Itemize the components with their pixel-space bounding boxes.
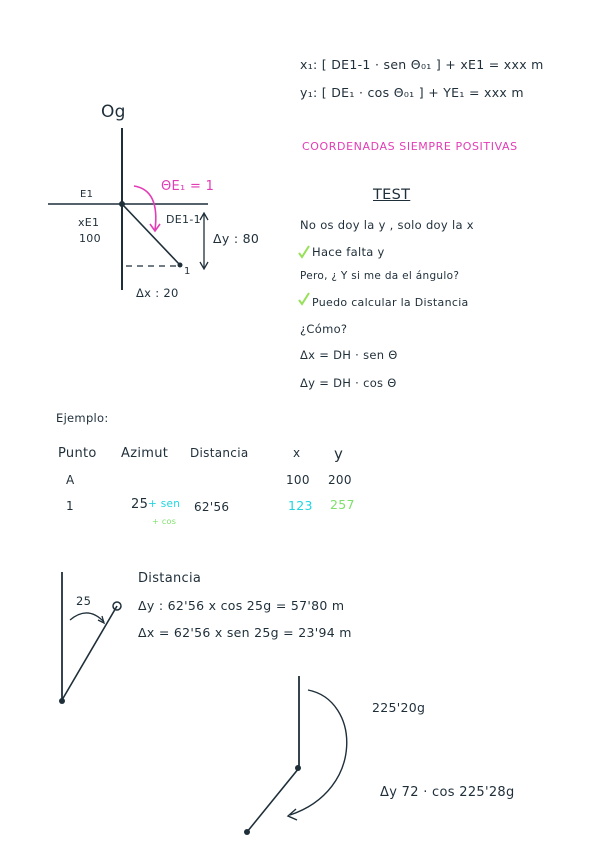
point-1: [178, 263, 183, 268]
table-cell: 25: [131, 497, 149, 512]
end-point-3: [244, 829, 250, 835]
table-cell: 1: [66, 499, 74, 513]
dy-equation: Δy : 62'56 x cos 25g = 57'80 m: [138, 598, 345, 613]
dx-equation: Δx = 62'56 x sen 25g = 23'94 m: [138, 625, 352, 640]
example-heading: Ejemplo:: [56, 411, 109, 425]
azimuth-value: 225'20g: [372, 700, 426, 715]
angle-25-label: 25: [76, 594, 92, 608]
dy-label: Δy : 80: [213, 231, 260, 246]
check-icon: [299, 246, 309, 257]
test-line: Puedo calcular la Distancia: [312, 296, 469, 309]
test-line: ¿Cómo?: [300, 322, 348, 336]
test-line: Δx = DH · sen Θ: [300, 348, 398, 362]
check-icon: [299, 293, 309, 304]
x-value: 100: [79, 232, 101, 245]
formula-y1: y₁: [ DE₁ · cos Θ₀₁ ] + YE₁ = xxx m: [300, 85, 524, 100]
sen-note: + sen: [148, 498, 181, 510]
column-header: Azimut: [121, 446, 169, 461]
distance-title: Distancia: [138, 571, 202, 586]
table-cell: 100: [286, 473, 310, 487]
column-header: y: [334, 445, 344, 463]
cos-note: + cos: [152, 517, 177, 526]
column-header: Distancia: [190, 446, 249, 460]
column-header: Punto: [58, 446, 97, 461]
test-line: Pero, ¿ Y si me da el ángulo?: [300, 270, 460, 282]
dx-label: Δx : 20: [136, 286, 179, 300]
x-label: xE1: [78, 216, 100, 229]
start-point-2: [59, 698, 65, 704]
table-cell: A: [66, 473, 75, 487]
test-title: TEST: [373, 187, 411, 203]
axis-label-og: Og: [101, 102, 126, 122]
station-point-3: [295, 765, 301, 771]
test-line: Hace falta y: [312, 245, 385, 259]
point-label: 1: [184, 266, 191, 277]
dy-equation-3: Δy 72 · cos 225'28g: [380, 785, 515, 800]
distance-label: DE1-1: [166, 213, 201, 226]
test-line: No os doy la y , solo doy la x: [300, 218, 474, 232]
positive-coordinates-note: COORDENADAS SIEMPRE POSITIVAS: [302, 140, 518, 153]
table-cell: 123: [288, 498, 313, 513]
test-line: Δy = DH · cos Θ: [300, 376, 397, 390]
station-label: E1: [80, 189, 94, 200]
direction-line-3: [247, 768, 299, 832]
angle-label: ΘE₁ = 1: [161, 179, 215, 194]
column-header: x: [293, 446, 301, 460]
table-cell: 200: [328, 473, 352, 487]
formula-x1: x₁: [ DE1-1 · sen Θ₀₁ ] + xE1 = xxx m: [300, 57, 544, 72]
table-cell: 257: [330, 497, 355, 512]
azimuth-arc: [134, 186, 156, 230]
table-cell: 62'56: [194, 500, 230, 514]
